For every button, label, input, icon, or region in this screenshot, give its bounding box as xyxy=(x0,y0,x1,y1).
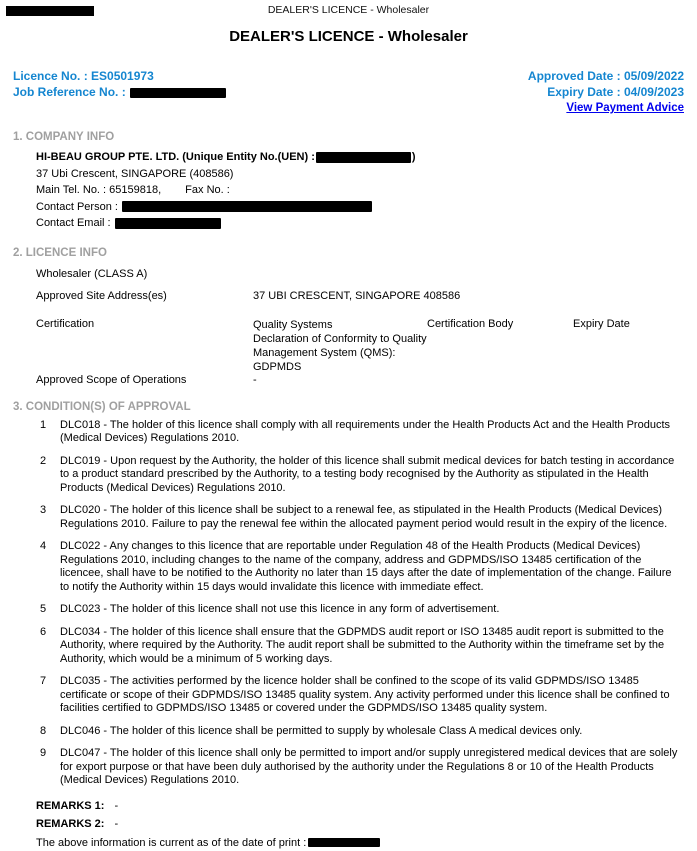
condition-text: DLC046 - The holder of this licence shall be permitted to supply by wholesale Class A medical devices only. xyxy=(60,724,583,737)
licence-no-line xyxy=(13,68,226,84)
company-name-suffix: ) xyxy=(411,151,416,163)
condition-text: DLC047 - The holder of this licence shall only be permitted to import and/or supply unregistered medical devices that are solely for export purpose or that have been duly authorised by the authority under the Regulations 8 or 10 of the Health Products (Medical Devices) Regulations 2010. xyxy=(60,747,678,786)
condition-item xyxy=(40,725,684,739)
contact-email-label: Contact Email : xyxy=(36,217,111,229)
quality-systems-value: Declaration of Conformity to Quality Management System (QMS): GDPMDS xyxy=(253,332,427,373)
condition-number: 9 xyxy=(40,747,47,759)
condition-text: DLC022 - Any changes to this licence that are reportable under Regulation 48 of the Health Products (Medical Devices) Regulations 2010, including changes to the name of the company, address and GDPMDS/ISO 13485 certification of the licencee, shall have to be notified to the Authority no later than 15 days after the date of implementation of the change. Failure to notify the Authority within 15 days would invalidate this licence with immediate effect. xyxy=(60,540,672,593)
condition-number: 1 xyxy=(40,418,47,431)
quality-systems-header: Quality Systems xyxy=(253,318,333,331)
condition-item xyxy=(40,626,684,667)
approved-date-line xyxy=(528,68,684,84)
redacted-print-date xyxy=(308,838,380,847)
certification-table-header xyxy=(36,318,684,374)
condition-number: 6 xyxy=(40,625,47,638)
licence-meta-right xyxy=(528,68,684,116)
scope-value: - xyxy=(253,373,257,386)
fax-label: Fax No. : xyxy=(185,184,230,196)
remarks-1-label: REMARKS 1: xyxy=(36,799,105,812)
main-tel: Main Tel. No. : 65159818, xyxy=(36,184,162,196)
condition-text: DLC023 - The holder of this licence shall not use this licence in any form of advertisement. xyxy=(60,603,500,615)
condition-item xyxy=(40,603,684,617)
condition-text: DLC018 - The holder of this licence shall comply with all requirements under the Health Products Act and the Health Products (Medical Devices) Regulations 2010. xyxy=(60,418,671,444)
contact-person-label: Contact Person : xyxy=(36,200,118,213)
certification-col-label: Certification xyxy=(36,317,95,330)
expiry-date-value: 04/09/2023 xyxy=(623,85,684,99)
redacted-contact-person xyxy=(122,201,372,212)
approved-date-value: 05/09/2022 xyxy=(623,69,684,83)
licence-type: Wholesaler (CLASS A) xyxy=(36,267,148,280)
job-ref-label: Job Reference No. : xyxy=(13,85,126,99)
site-address-label: Approved Site Address(es) xyxy=(36,289,167,302)
scope-label: Approved Scope of Operations xyxy=(36,373,187,386)
remarks-1-value: - xyxy=(114,799,119,812)
condition-item xyxy=(40,747,684,788)
page-title: DEALER'S LICENCE - Wholesaler xyxy=(229,28,468,45)
condition-text: DLC019 - Upon request by the Authority, the holder of this licence shall submit medical devices for batch testing in accordance to a product standard prescribed by the Authority, to a testing body recognised by the Authority as stipulated in the Health Products (Medical Devices) Regulations 2010. xyxy=(60,454,675,494)
condition-text: DLC034 - The holder of this licence shall ensure that the GDPMDS audit report or ISO 13485 audit report is submitted to the Authority, where required by the Authority. The audit report shall be submitted to the Authority within the timeframe set by the Authority, which would be a minimum of 5 working days. xyxy=(60,625,665,665)
scope-of-operations-row xyxy=(36,374,684,386)
date-of-print-line xyxy=(36,836,684,851)
licence-no-value: ES0501973 xyxy=(91,69,154,83)
remarks-1-line xyxy=(36,797,684,815)
remarks-block xyxy=(13,797,684,833)
licence-info-block xyxy=(36,267,684,386)
condition-item xyxy=(40,675,684,716)
redacted-uen xyxy=(316,152,411,163)
section-heading-company-info: 1. COMPANY INFO xyxy=(13,131,115,143)
window-header-title: DEALER'S LICENCE - Wholesaler xyxy=(267,4,430,16)
site-address-row xyxy=(36,290,684,302)
date-of-print-text: The above information is current as of the date of print : xyxy=(36,836,307,849)
remarks-2-label: REMARKS 2: xyxy=(36,817,105,830)
condition-item xyxy=(40,419,684,446)
redacted-job-reference xyxy=(130,88,226,98)
condition-number: 8 xyxy=(40,724,47,737)
job-ref-line xyxy=(13,84,226,100)
condition-number: 5 xyxy=(40,603,47,615)
certification-body-header: Certification Body xyxy=(427,317,514,330)
condition-number: 7 xyxy=(40,675,47,687)
contact-person-line xyxy=(36,199,684,216)
condition-item xyxy=(40,455,684,496)
company-info-block xyxy=(36,149,684,232)
remarks-2-value: - xyxy=(114,817,119,830)
view-payment-advice-link[interactable]: View Payment Advice xyxy=(566,102,684,114)
approved-date-label: Approved Date : xyxy=(527,69,621,83)
condition-item xyxy=(40,540,684,594)
company-phone-line xyxy=(36,182,684,199)
conditions-list xyxy=(13,419,684,788)
licence-meta xyxy=(13,68,684,116)
expiry-date-line xyxy=(528,84,684,100)
expiry-date-header: Expiry Date xyxy=(573,317,630,330)
site-address-value: 37 UBI CRESCENT, SINGAPORE 408586 xyxy=(253,289,461,302)
condition-number: 4 xyxy=(40,540,47,552)
section-heading-licence-info: 2. LICENCE INFO xyxy=(13,246,107,259)
condition-text: DLC035 - The activities performed by the licence holder shall be confined to the scope of its valid GDPMDS/ISO 13485 certificate or scope of their GDPMDS/ISO 13485 quality system. Any activity performed under this licence shall be confined to facilities certified to GDPMDS/ISO 13485 or covered under the GDPMDS/ISO 13485 quality system. xyxy=(60,675,670,714)
redacted-contact-email xyxy=(115,218,221,229)
section-heading-conditions: 3. CONDITION(S) OF APPROVAL xyxy=(13,400,191,413)
quality-systems-col xyxy=(253,318,427,374)
remarks-2-line xyxy=(36,815,684,833)
expiry-date-label: Expiry Date : xyxy=(547,85,621,99)
condition-text: DLC020 - The holder of this licence shall be subject to a renewal fee, as stipulated in the Health Products (Medical Devices) Regulations 2010. Failure to pay the renewal fee within the allocated payment period would result in the expiry of the licence. xyxy=(60,504,668,530)
company-name-line xyxy=(36,149,684,166)
condition-number: 2 xyxy=(40,454,47,467)
company-name-text: HI-BEAU GROUP PTE. LTD. (Unique Entity No.(UEN) : xyxy=(36,151,315,163)
condition-number: 3 xyxy=(40,504,47,516)
condition-item xyxy=(40,504,684,531)
licence-meta-left xyxy=(13,68,226,116)
redacted-top-left-label xyxy=(6,6,94,16)
contact-email-line xyxy=(36,215,684,232)
licence-no-label: Licence No. : xyxy=(13,69,88,83)
company-address: 37 Ubi Crescent, SINGAPORE (408586) xyxy=(36,167,234,180)
